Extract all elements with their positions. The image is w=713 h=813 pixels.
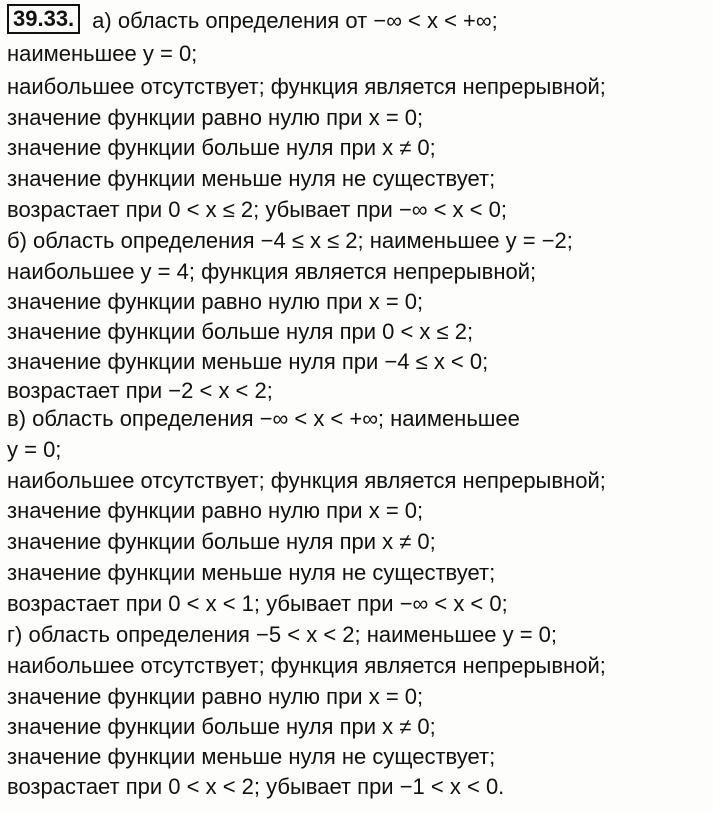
solution-line: возрастает при 0 < x < 2; убывает при −1 < x < 0. bbox=[7, 774, 505, 799]
solution-line: значение функции больше нуля при x ≠ 0; bbox=[7, 714, 436, 739]
solution-line: г) область определения −5 < x < 2; наименьшее y = 0; bbox=[7, 622, 558, 647]
solution-line: возрастает при 0 < x ≤ 2; убывает при −∞ < x < 0; bbox=[7, 197, 507, 222]
solution-line: наибольшее отсутствует; функция является непрерывной; bbox=[7, 74, 606, 99]
solution-line: значение функции равно нулю при x = 0; bbox=[7, 498, 424, 523]
solution-line: б) область определения −4 ≤ x ≤ 2; наименьшее y = −2; bbox=[7, 228, 573, 253]
solution-line: возрастает при 0 < x < 1; убывает при −∞ < x < 0; bbox=[7, 591, 508, 616]
solution-line: значение функции больше нуля при x ≠ 0; bbox=[7, 529, 436, 554]
solution-line bbox=[7, 4, 705, 37]
solution-line: значение функции равно нулю при x = 0; bbox=[7, 105, 424, 130]
solution-line: значение функции меньше нуля при −4 ≤ x < 0; bbox=[7, 349, 489, 374]
solution-line: значение функции больше нуля при 0 < x ≤ 2; bbox=[7, 319, 474, 344]
solution-line-text: а) область определения от −∞ < x < +∞; bbox=[92, 8, 498, 33]
solution-line: значение функции меньше нуля не существует; bbox=[7, 560, 496, 585]
solution-line: y = 0; bbox=[7, 437, 62, 462]
solution-line: значение функции меньше нуля не существует; bbox=[7, 744, 496, 769]
solution-line: значение функции меньше нуля не существует; bbox=[7, 166, 496, 191]
solution-line: возрастает при −2 < x < 2; bbox=[7, 378, 273, 403]
solution-line: наибольшее отсутствует; функция является непрерывной; bbox=[7, 653, 606, 678]
solution-line: значение функции равно нулю при x = 0; bbox=[7, 684, 424, 709]
solution-line: наибольшее отсутствует; функция является непрерывной; bbox=[7, 468, 606, 493]
solution-line: наименьшее y = 0; bbox=[7, 41, 198, 66]
solution-line: наибольшее y = 4; функция является непрерывной; bbox=[7, 259, 537, 284]
solution-line: значение функции больше нуля при x ≠ 0; bbox=[7, 135, 436, 160]
solution-line: значение функции равно нулю при x = 0; bbox=[7, 289, 424, 314]
solution-line: в) область определения −∞ < x < +∞; наименьшее bbox=[7, 406, 520, 431]
problem-number: 39.33. bbox=[7, 4, 80, 34]
